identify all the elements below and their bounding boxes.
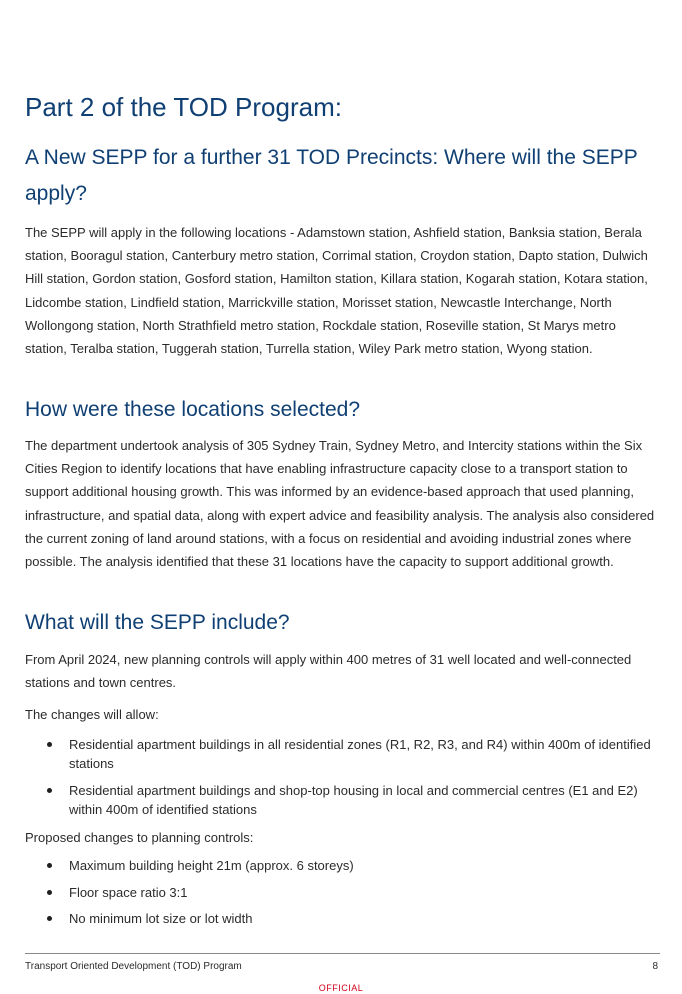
list-item-text: Floor space ratio 3:1 (69, 884, 188, 900)
changes-allow-label: The changes will allow: (25, 707, 159, 722)
classification-label: OFFICIAL (318, 983, 364, 993)
section-heading-where: A New SEPP for a further 31 TOD Precincts: Where will the SEPP apply? (25, 146, 638, 205)
list-item (25, 883, 660, 902)
list-item-text: No minimum lot size or lot width (69, 911, 253, 926)
section-heading-include: What will the SEPP include? (25, 611, 290, 634)
list-item-text: Residential apartment buildings in all residential zones (R1, R2, R3, and R4) within 400m of identified stations (69, 737, 651, 771)
list-item (25, 781, 660, 819)
list-item-text: Maximum building height 21m (approx. 6 storeys) (69, 858, 354, 873)
footer-title: Transport Oriented Development (TOD) Program (25, 961, 242, 972)
analysis-paragraph: The department undertook analysis of 305 Sydney Train, Sydney Metro, and Intercity stations within the Six Cities Region to identify locations that have enabling infrastructure capacity close to a transport station to support additional housing growth. This was informed by an evidence-based approach that used planning, infrastructure, and spatial data, along with expert advice and feasibility analysis. The analysis also considered the current zoning of land around stations, with a focus on residential and avoiding industrial zones where possible. The analysis identified that these 31 locations have the capacity to support additional growth. (25, 438, 655, 570)
footer-divider (25, 953, 660, 954)
proposed-changes-list (25, 856, 660, 936)
bullet-icon (47, 863, 52, 868)
bullet-icon (47, 788, 52, 793)
bullet-icon (47, 916, 52, 921)
list-item (25, 909, 660, 928)
section-heading-selected: How were these locations selected? (25, 398, 361, 421)
list-item (25, 856, 660, 875)
locations-paragraph: The SEPP will apply in the following locations - Adamstown station, Ashfield station, Banksia station, Berala station, Booragul station, Canterbury metro station, Corrimal station, Croydon station, Dapto station, Dulwich Hill station, Gordon station, Gosford station, Hamilton station, Killara station, Kogarah station, Kotara station, Lidcombe station, Lindfield station, Marrickville station, Morisset station, Newcastle Interchange, North Wollongong station, North Strathfield metro station, Rockdale station, Roseville station, St Marys metro station, Teralba station, Tuggerah station, Turrella station, Wiley Park metro station, Wyong station. (25, 225, 648, 357)
allowed-changes-list (25, 735, 660, 827)
proposed-changes-label: Proposed changes to planning controls: (25, 830, 254, 845)
bullet-icon (47, 890, 52, 895)
list-item-text: Residential apartment buildings and shop-top housing in local and commercial centres (E1 and E2) within 400m of identified stations (69, 783, 638, 817)
page-number: 8 (652, 961, 658, 972)
april-paragraph: From April 2024, new planning controls will apply within 400 metres of 31 well located and well-connected stations and town centres. (25, 652, 632, 691)
bullet-icon (47, 742, 52, 747)
list-item (25, 735, 660, 773)
page-heading: Part 2 of the TOD Program: (25, 92, 342, 122)
